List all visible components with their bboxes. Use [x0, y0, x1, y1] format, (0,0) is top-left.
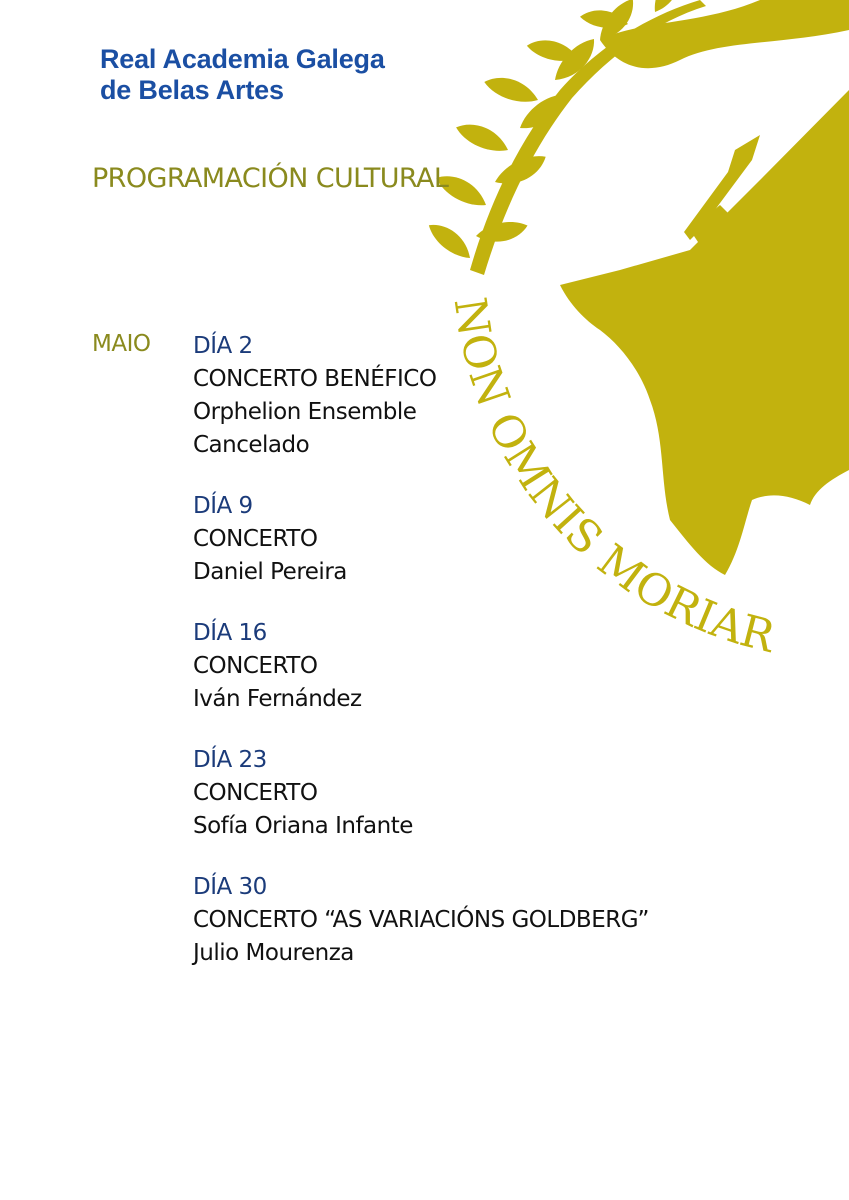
event-item — [193, 871, 649, 970]
emblem-motto-path: NON OMNIS MORIAR — [443, 294, 780, 663]
event-detail: Sofía Oriana Infante — [193, 813, 413, 839]
institution-name — [100, 44, 385, 106]
event-list — [193, 330, 649, 998]
event-day: DÍA 9 — [193, 493, 253, 519]
programme-title: PROGRAMACIÓN CULTURAL — [92, 163, 449, 194]
schedule-month: MAIO — [92, 331, 151, 357]
event-item — [193, 490, 649, 589]
event-day: DÍA 2 — [193, 333, 253, 359]
institution-name-line1: Real Academia Galega — [100, 44, 385, 74]
event-day: DÍA 16 — [193, 620, 267, 646]
event-detail: Daniel Pereira — [193, 559, 347, 585]
event-item — [193, 617, 649, 716]
event-detail: Julio Mourenza — [193, 940, 354, 966]
event-day: DÍA 30 — [193, 874, 267, 900]
institution-name-line2: de Belas Artes — [100, 75, 284, 105]
event-title: CONCERTO “AS VARIACIÓNS GOLDBERG” — [193, 907, 649, 933]
event-title: CONCERTO — [193, 526, 318, 552]
event-detail: Iván Fernández — [193, 686, 362, 712]
event-detail: Orphelion Ensemble — [193, 399, 417, 425]
event-title: CONCERTO BENÉFICO — [193, 366, 437, 392]
event-title: CONCERTO — [193, 780, 318, 806]
event-detail: Cancelado — [193, 432, 310, 458]
event-item — [193, 744, 649, 843]
event-title: CONCERTO — [193, 653, 318, 679]
event-item — [193, 330, 649, 462]
event-day: DÍA 23 — [193, 747, 267, 773]
